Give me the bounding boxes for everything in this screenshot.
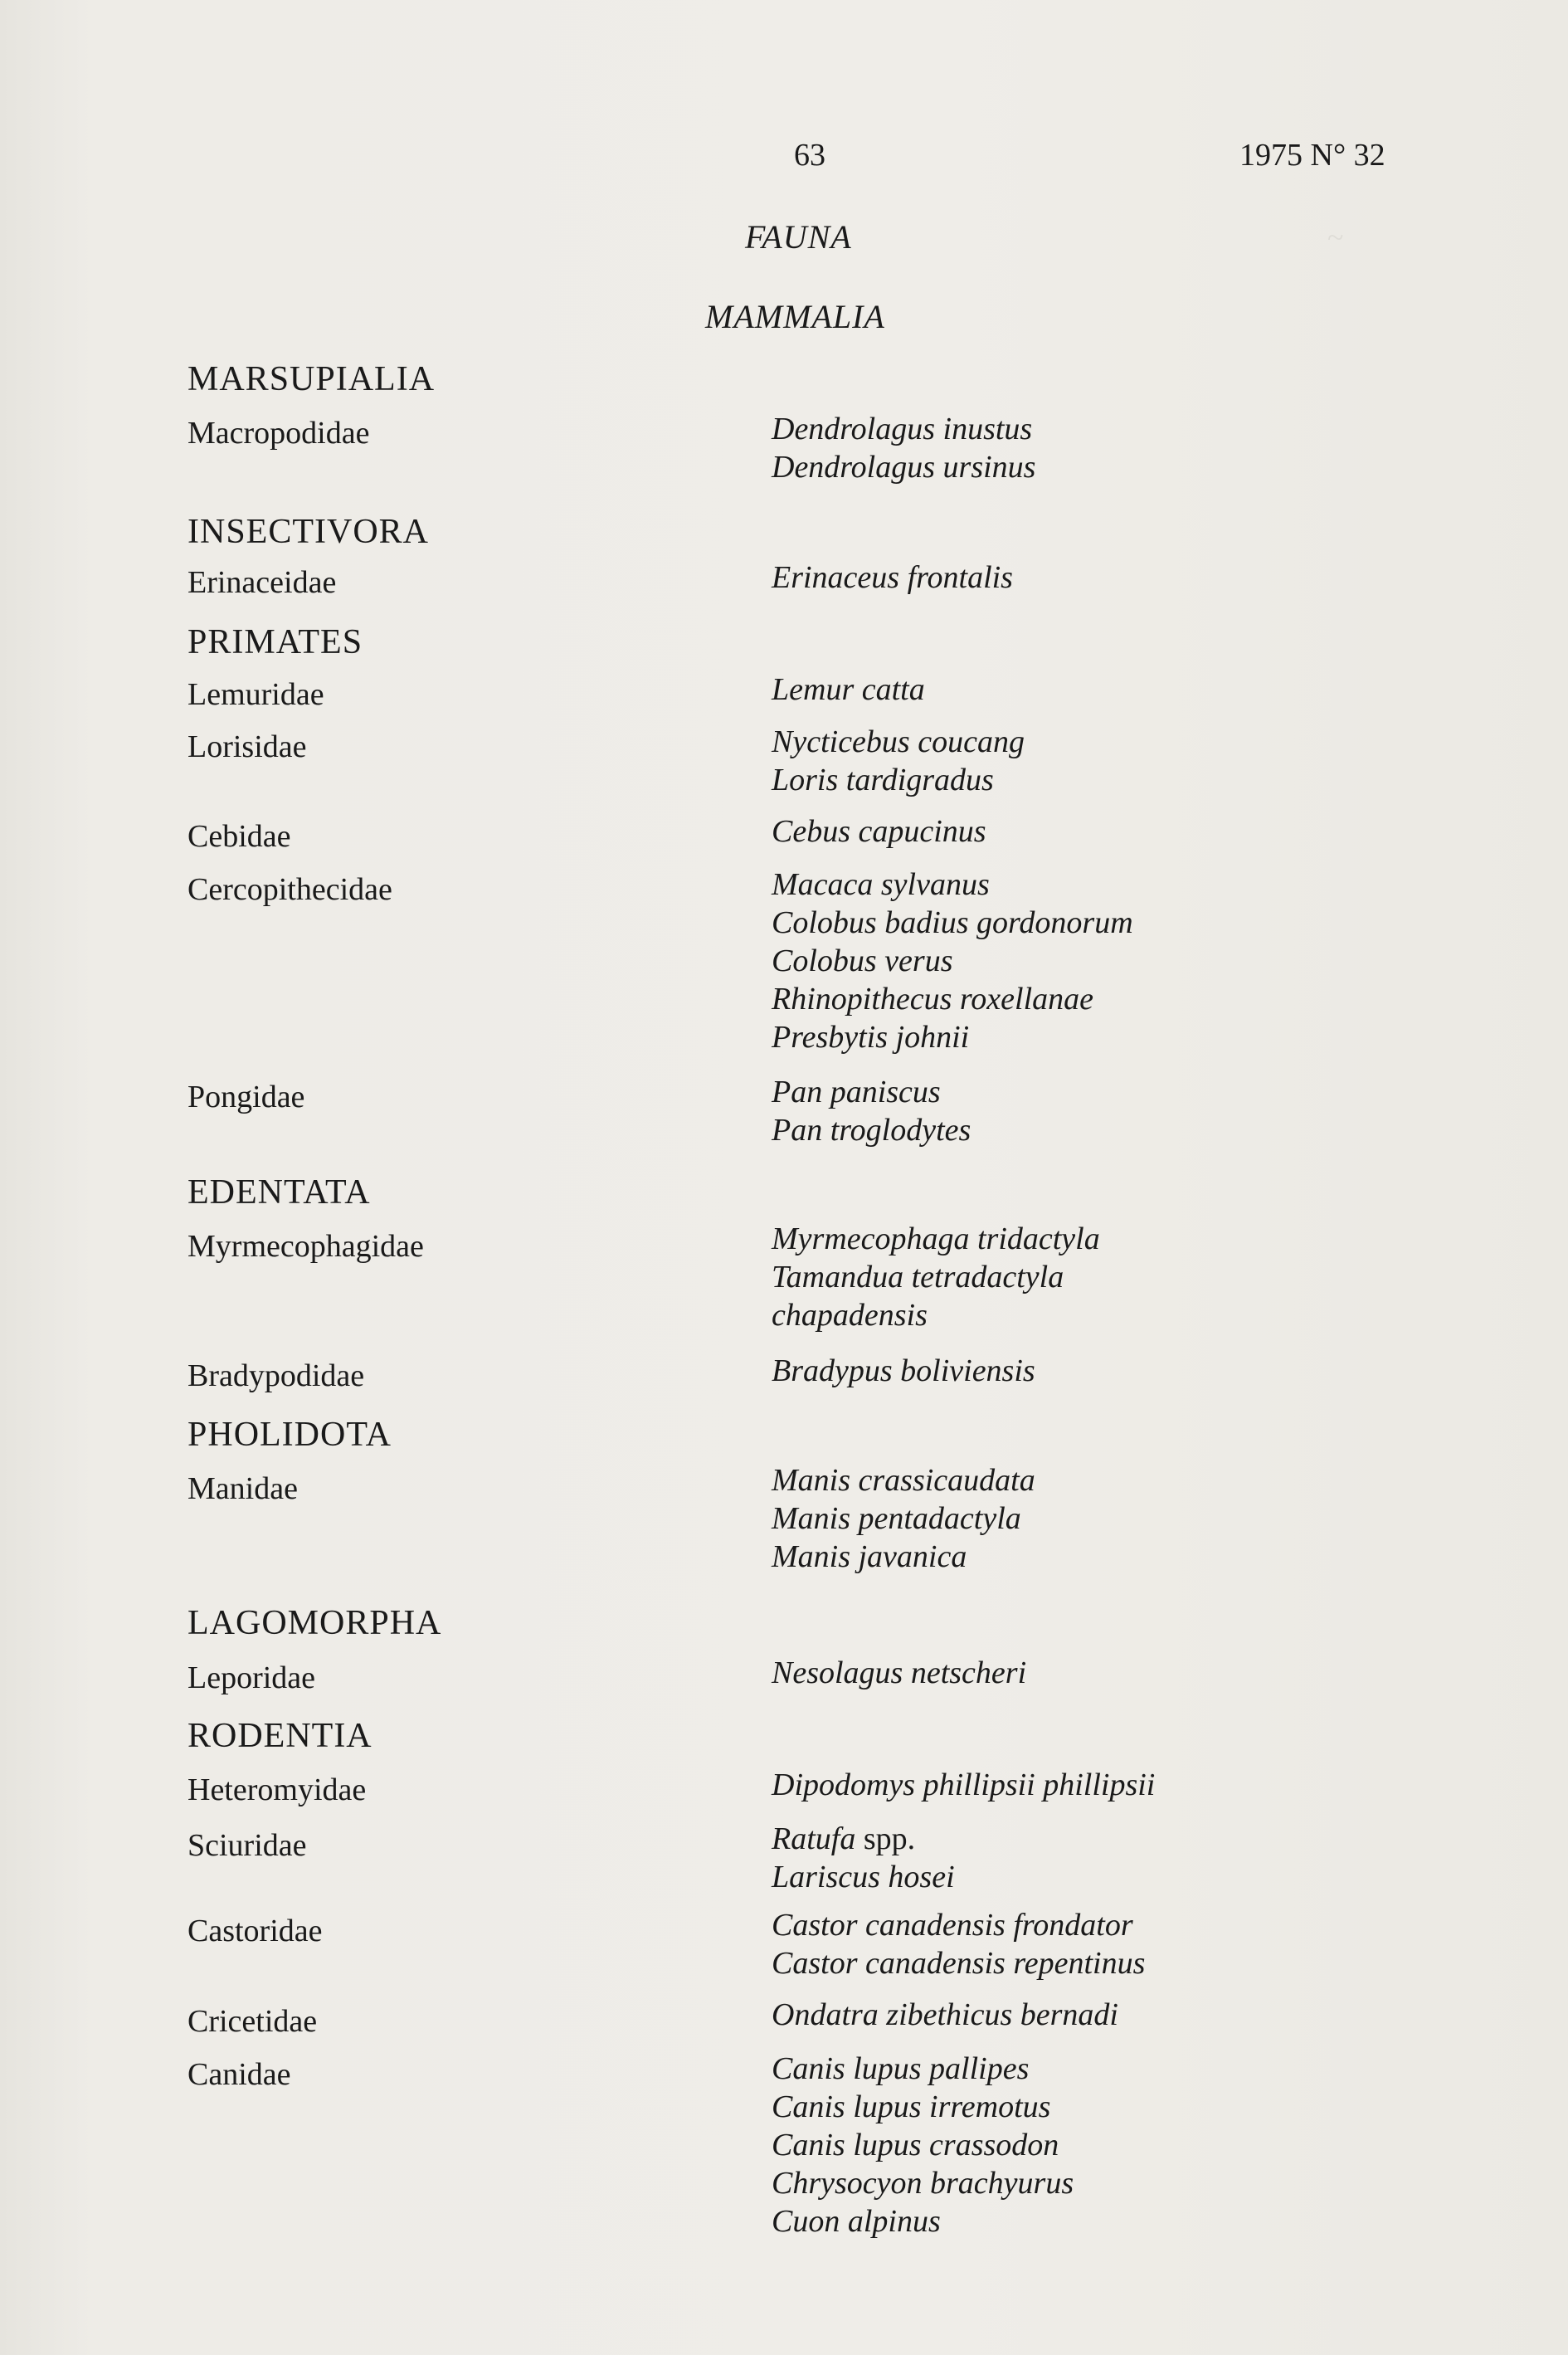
family-cebidae: Cebidae	[187, 819, 291, 854]
species-name: Nesolagus netscheri	[772, 1655, 1027, 1690]
species-name: Myrmecophaga tridactyla	[772, 1221, 1100, 1256]
family-manidae: Manidae	[187, 1471, 298, 1506]
species-name: Dendrolagus inustus	[772, 412, 1033, 446]
species-name: Manis javanica	[772, 1539, 967, 1574]
family-lorisidae: Lorisidae	[187, 729, 307, 764]
species-name: Cebus capucinus	[772, 814, 986, 849]
species-name: Loris tardigradus	[772, 763, 994, 797]
species-list-erinaceidae	[772, 558, 1013, 597]
species-list-manidae	[772, 1461, 1035, 1576]
family-heteromyidae: Heteromyidae	[187, 1772, 367, 1807]
species-name: Colobus verus	[772, 943, 953, 978]
species-list-bradypodidae	[772, 1352, 1035, 1390]
species-name: Pan troglodytes	[772, 1113, 971, 1148]
family-myrmecophagidae: Myrmecophagidae	[187, 1229, 424, 1264]
family-erinaceidae: Erinaceidae	[187, 565, 337, 600]
species-name: Ondatra zibethicus bernadi	[772, 1997, 1118, 2032]
species-list-cricetidae	[772, 1996, 1118, 2034]
species-name: Canis lupus irremotus	[772, 2089, 1051, 2124]
family-lemuridae: Lemuridae	[187, 677, 324, 712]
species-list-leporidae	[772, 1654, 1026, 1692]
species-name: Castor canadensis repentinus	[772, 1946, 1146, 1981]
species-list-macropodidae	[772, 410, 1035, 486]
ghost-text: ~	[1327, 221, 1344, 254]
species-list-pongidae	[772, 1073, 971, 1149]
family-sciuridae: Sciuridae	[187, 1828, 307, 1863]
species-list-myrmecophagidae	[772, 1220, 1100, 1334]
species-name: Dendrolagus ursinus	[772, 450, 1036, 485]
species-list-cebidae	[772, 812, 986, 851]
species-name: Presbytis johnii	[772, 1020, 970, 1055]
species-list-lorisidae	[772, 723, 1025, 799]
spp-abbreviation: spp.	[863, 1821, 916, 1856]
fauna-title: FAUNA	[745, 218, 852, 256]
mammalia-title: MAMMALIA	[705, 298, 885, 335]
species-name: Pan paniscus	[772, 1075, 941, 1109]
species-name: Canis lupus crassodon	[772, 2128, 1059, 2162]
species-name: Macaca sylvanus	[772, 867, 990, 902]
species-name: Lemur catta	[772, 672, 925, 707]
species-name: Lariscus hosei	[772, 1860, 955, 1894]
order-lagomorpha: LAGOMORPHA	[187, 1604, 442, 1642]
family-bradypodidae: Bradypodidae	[187, 1358, 365, 1393]
family-leporidae: Leporidae	[187, 1660, 316, 1695]
species-list-sciuridae	[772, 1820, 955, 1896]
species-name	[772, 1820, 955, 1858]
species-name: Rhinopithecus roxellanae	[772, 982, 1093, 1017]
family-cercopithecidae: Cercopithecidae	[187, 872, 392, 907]
species-list-castoridae	[772, 1906, 1145, 1982]
species-name: chapadensis	[772, 1298, 928, 1333]
family-cricetidae: Cricetidae	[187, 2004, 318, 2039]
order-pholidota: PHOLIDOTA	[187, 1416, 392, 1454]
species-name: Tamandua tetradactyla	[772, 1260, 1064, 1295]
order-edentata: EDENTATA	[187, 1173, 371, 1212]
species-name: Erinaceus frontalis	[772, 560, 1013, 595]
family-pongidae: Pongidae	[187, 1080, 305, 1114]
species-name: Nycticebus coucang	[772, 724, 1025, 759]
species-name: Manis pentadactyla	[772, 1501, 1021, 1536]
species-name: Chrysocyon brachyurus	[772, 2166, 1074, 2201]
species-name: Dipodomys phillipsii phillipsii	[772, 1767, 1156, 1802]
order-primates: PRIMATES	[187, 623, 363, 661]
family-castoridae: Castoridae	[187, 1914, 323, 1948]
species-list-heteromyidae	[772, 1766, 1155, 1804]
family-macropodidae: Macropodidae	[187, 416, 370, 451]
family-canidae: Canidae	[187, 2057, 291, 2092]
order-insectivora: INSECTIVORA	[187, 513, 429, 551]
species-name: Bradypus boliviensis	[772, 1353, 1035, 1388]
species-name: Canis lupus pallipes	[772, 2051, 1030, 2086]
species-list-canidae	[772, 2050, 1074, 2240]
species-name: Manis crassicaudata	[772, 1463, 1035, 1498]
page-number: 63	[794, 138, 825, 173]
order-rodentia: RODENTIA	[187, 1717, 373, 1755]
journal-issue: 1975 N° 32	[1239, 138, 1385, 173]
order-marsupialia: MARSUPIALIA	[187, 360, 436, 398]
genus-name: Ratufa	[772, 1821, 856, 1856]
species-list-lemuridae	[772, 670, 925, 709]
species-name: Colobus badius gordonorum	[772, 905, 1133, 940]
species-name: Castor canadensis frondator	[772, 1908, 1133, 1943]
species-list-cercopithecidae	[772, 865, 1133, 1056]
species-name: Cuon alpinus	[772, 2204, 941, 2239]
